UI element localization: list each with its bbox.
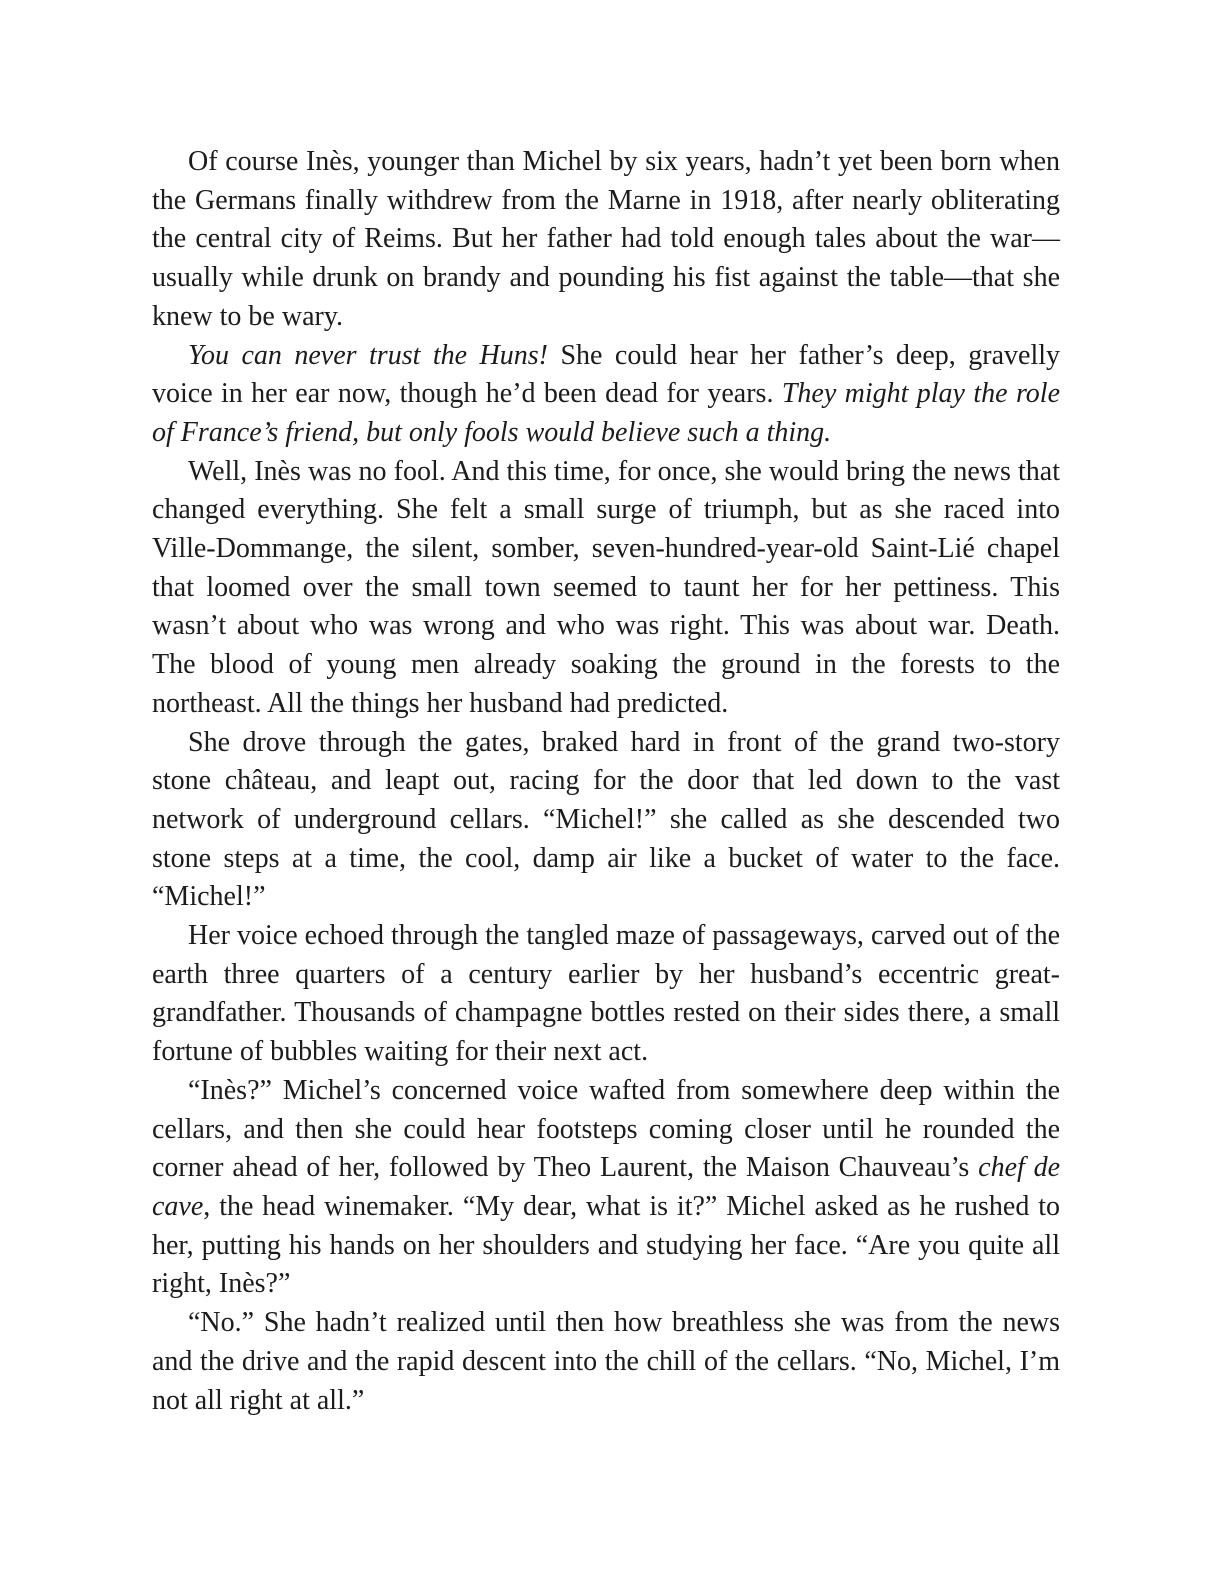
- italic-text: chef de cave: [152, 1152, 1061, 1222]
- paragraph: [152, 1304, 1060, 1420]
- paragraph-text: “Inès?” Michel’s concerned voice wafted from somewhere deep within the cellars, and then she could hear footsteps coming closer until he rounded the corner ahead of her, followed by Theo Laurent, the Maison Chauveau’s: [152, 1074, 1060, 1184]
- paragraph-text: Of course Inès, younger than Michel by six years, hadn’t yet been born when the Germans finally withdrew from the Marne in 1918, after nearly obliterating the central city of Reims. But her father had told enough tales about the war—usually while drunk on brandy and pounding his fist against the table—that she knew to be wary.: [152, 146, 1060, 332]
- paragraph-text: She could hear her father’s deep, gravelly voice in her ear now, though he’d been dead for years.: [152, 339, 1060, 410]
- paragraph-text: Well, Inès was no fool. And this time, for once, she would bring the news that changed everything. She felt a small surge of triumph, but as she raced into Ville-Dommange, the silent, somber, seven-hundred-year-old Saint-Lié chapel that loomed over the small town seemed to taunt her for her pettiness. This wasn’t about who was wrong and who was right. This was about war. Death. The blood of young men already soaking the ground in the forests to the northeast. All the things her husband had predicted.: [152, 455, 1060, 719]
- paragraph-text: She drove through the gates, braked hard in front of the grand two-story stone château, and leapt out, racing for the door that led down to the vast network of underground cellars. “Michel!” she called as she descended two stone steps at a time, the cool, damp air like a bucket of water to the face. “Michel!”: [152, 726, 1060, 913]
- paragraph: [152, 917, 1060, 1072]
- paragraph: [152, 724, 1060, 918]
- paragraph-text: Her voice echoed through the tangled maze of passageways, carved out of the earth three quarters of a century earlier by her husband’s eccentric great-grandfather. Thousands of champagne bottles rested on their sides there, a small fortune of bubbles waiting for their next act.: [152, 920, 1060, 1068]
- paragraph-text: “No.” She hadn’t realized until then how breathless she was from the news and the drive and the rapid descent into the chill of the cellars. “No, Michel, I’m not all right at all.”: [152, 1307, 1060, 1416]
- paragraph: [152, 143, 1060, 337]
- paragraph: [152, 1072, 1060, 1304]
- italic-text: You can never trust the Huns!: [188, 339, 548, 371]
- paragraph-text: , the head winemaker. “My dear, what is it?” Michel asked as he rushed to her, putting his hands on her shoulders and studying her face. “Are you quite all right, Inès?”: [152, 1190, 1060, 1300]
- paragraph: [152, 337, 1060, 453]
- italic-text: They might play the role of France’s friend, but only fools would believe such a thing.: [152, 378, 1061, 448]
- page-body: [152, 143, 1060, 1420]
- paragraph: [152, 453, 1060, 724]
